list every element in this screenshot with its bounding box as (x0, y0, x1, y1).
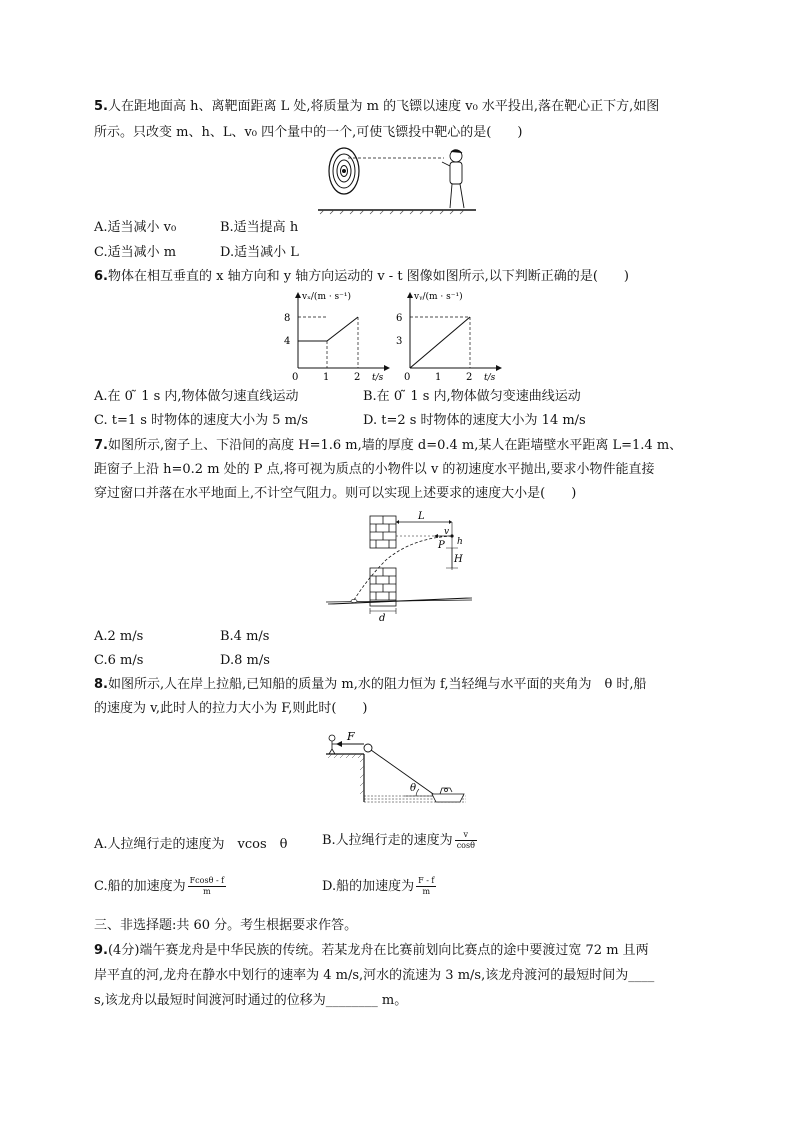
vy-time-label: t/s (484, 373, 496, 382)
q7-option-a: A.2 m/s (94, 629, 144, 644)
q6-number: 6. (94, 269, 108, 284)
q8-number: 8. (94, 677, 108, 692)
q8-option-b-text: B.人拉绳行走的速度为 (322, 833, 453, 848)
q7-option-c: C.6 m/s (94, 653, 144, 668)
q6-vx-graph (278, 286, 390, 382)
fraction-numerator: Fcosθ - f (189, 876, 225, 885)
vy-tick-3: 3 (396, 336, 403, 347)
q7-line3: 穿过窗口并落在水平地面上,不计空气阻力。则可以实现上述要求的速度大小是( ) (94, 486, 577, 501)
label-d: d (379, 613, 386, 622)
fraction-denominator: cosθ (456, 841, 475, 850)
q8-text-1: 如图所示,人在岸上拉船,已知船的质量为 m,水的阻力恒为 f,当轻绳与水平面的夹角为 θ 时,船 (107, 677, 647, 692)
q5-option-a: A.适当减小 v₀ (94, 220, 177, 235)
q5-option-d: D.适当减小 L (220, 245, 299, 260)
q6-text-1: 物体在相互垂直的 x 轴方向和 y 轴方向运动的 v - t 图像如图所示,以下判断正确的是( ) (107, 269, 629, 284)
q8-line2: 的速度为 v,此时人的拉力大小为 F,则此时( ) (94, 701, 368, 716)
rope (371, 750, 436, 796)
label-theta: θ (410, 783, 417, 794)
q7-text-1: 如图所示,窗子上、下沿间的高度 H=1.6 m,墙的厚度 d=0.4 m,某人在距墙壁水平距离 L=1.4 m、 (107, 438, 683, 453)
vy-tick-0: 0 (404, 372, 411, 382)
q7-window-figure (326, 508, 476, 622)
q6-option-b: B.在 0 ̃ 1 s 内,物体做匀变速曲线运动 (363, 389, 581, 404)
vx-tick-1: 1 (323, 372, 330, 382)
vx-tick-2: 2 (354, 372, 361, 382)
vy-axis-label: vᵧ/(m · s⁻¹) (414, 292, 463, 302)
fraction-numerator: F - f (418, 876, 435, 885)
label-h: h (457, 537, 463, 547)
q8-line1 (94, 676, 647, 694)
q8-option-a: A.人拉绳行走的速度为 vcos θ (94, 837, 288, 852)
section-3-heading: 三、非选择题:共 60 分。考生根据要求作答。 (94, 918, 358, 933)
label-H: H (454, 554, 463, 565)
q8-option-c-text: C.船的加速度为 (94, 879, 186, 894)
q5-option-c: C.适当减小 m (94, 245, 177, 260)
label-L: L (418, 511, 425, 522)
vx-line (298, 317, 358, 341)
q8-option-d-fraction (416, 876, 436, 897)
q5-line2: 所示。只改变 m、h、L、v₀ 四个量中的一个,可使飞镖投中靶心的是( ) (94, 125, 523, 140)
q8-boat-figure (324, 728, 470, 808)
q5-number: 5. (94, 99, 108, 114)
q6-option-c: C. t=1 s 时物体的速度大小为 5 m/s (94, 413, 308, 428)
vx-axis-label: vₓ/(m · s⁻¹) (302, 292, 352, 302)
q8-option-d (322, 876, 436, 897)
q7-option-d: D.8 m/s (220, 653, 270, 668)
puller-person (329, 735, 338, 754)
fraction-denominator: m (422, 887, 431, 896)
fraction-denominator: m (203, 887, 211, 896)
q8-option-b (322, 830, 477, 851)
label-F: F (347, 730, 355, 743)
boat (432, 788, 464, 802)
vx-tick-4: 4 (284, 336, 291, 347)
q9-text-1: (4分)端午赛龙舟是中华民族的传统。若某龙舟在比赛前划向比赛点的途中要渡过宽 72 m 且两 (107, 943, 649, 958)
lower-wall (370, 568, 396, 606)
q9-line3: s,该龙舟以最短时间渡河时通过的位移为________ m。 (94, 993, 408, 1008)
q5-dartboard-figure (316, 146, 481, 216)
vy-tick-6: 6 (396, 313, 403, 324)
pulley (364, 744, 372, 752)
q8-option-b-fraction (455, 830, 477, 851)
dartboard (329, 148, 359, 194)
q7-number: 7. (94, 438, 108, 453)
label-v: v (444, 527, 450, 537)
q7-option-b: B.4 m/s (220, 629, 270, 644)
q5-text-1: 人在距地面高 h、离靶面距离 L 处,将质量为 m 的飞镖以速度 v₀ 水平投出,落在靶心正下方,如图 (107, 99, 660, 114)
q9-line1 (94, 942, 649, 960)
fraction-numerator: v (455, 830, 477, 841)
upper-wall (370, 516, 396, 548)
q7-line2: 距窗子上沿 h=0.2 m 处的 P 点,将可视为质点的小物件以 v 的初速度水平抛出,要求小物件能直接 (94, 462, 655, 477)
vx-time-label: t/s (372, 373, 384, 382)
q6-option-a: A.在 0 ̃ 1 s 内,物体做匀速直线运动 (94, 389, 299, 404)
q7-line1 (94, 437, 682, 455)
label-P: P (438, 540, 445, 551)
thrower-person (442, 150, 464, 208)
vx-tick-0: 0 (292, 372, 299, 382)
q6-option-d: D. t=2 s 时物体的速度大小为 14 m/s (363, 413, 586, 428)
q6-vy-graph (390, 286, 502, 382)
q6-line1 (94, 268, 629, 286)
q5-line1 (94, 98, 659, 116)
vy-line (410, 317, 470, 368)
q9-number: 9. (94, 943, 108, 958)
vy-tick-2: 2 (466, 372, 473, 382)
q8-option-c (94, 876, 226, 897)
q8-option-c-fraction (188, 876, 227, 897)
q9-line2: 岸平直的河,龙舟在静水中划行的速率为 4 m/s,河水的流速为 3 m/s,该龙舟渡河的最短时间为____ (94, 968, 655, 983)
vx-tick-8: 8 (284, 313, 291, 324)
vy-tick-1: 1 (435, 372, 442, 382)
q5-option-b: B.适当提高 h (220, 220, 299, 235)
q8-option-d-text: D.船的加速度为 (322, 879, 415, 894)
